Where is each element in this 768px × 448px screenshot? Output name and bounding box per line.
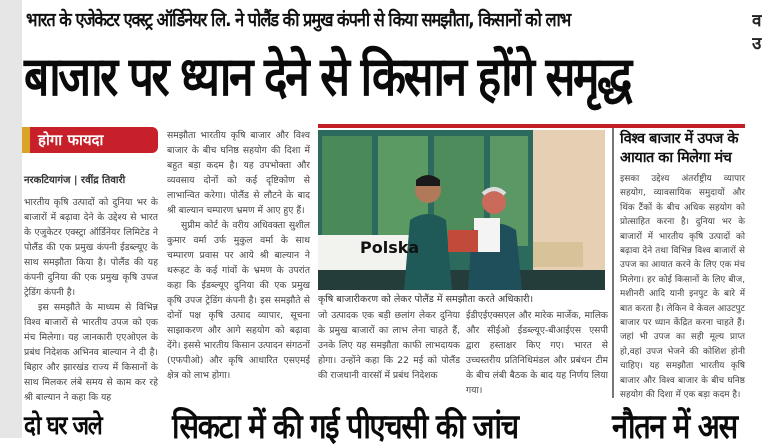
article-column-2 bbox=[167, 128, 310, 383]
bottom-headline-2: सिकटा में की गई पीएचसी की जांच bbox=[172, 407, 518, 447]
bottom-headline-1: दो घर जले bbox=[24, 411, 102, 441]
article-column-4 bbox=[466, 308, 608, 398]
paragraph: समझौता भारतीय कृषि बाजार और विश्व बाजार के बीच घनिष्ठ सहयोग की दिशा में बहुत बड़ा कदम है। यह उपभोक्ता और व्यवसाय दोनों को कई दृष्टिकोण से लाभान्वित करेगा। पोलैंड से लौटने के बाद श्री बाल्यान चम्पारण भ्रमण में आए हुए हैं। bbox=[167, 130, 310, 216]
sidebar-box bbox=[612, 128, 745, 401]
edge-text: उ bbox=[752, 34, 762, 54]
section-badge: होगा फायदा bbox=[22, 127, 158, 153]
article-column-1 bbox=[24, 195, 158, 405]
page-margin bbox=[0, 0, 22, 438]
adjacent-article-edge bbox=[752, 8, 768, 54]
paragraph: जो उत्पादक एक बड़ी छलांग लेकर दुनिया के प्रमुख बाजारों का लाभ लेना चाहते हैं, उनके लिए यह समझौता काफी लाभदायक होगा। उन्होंने कहा कि 22 मई को पोलैंड की राजधानी वारसॉ में प्रबंध निदेशक bbox=[318, 310, 460, 381]
news-photo bbox=[318, 130, 605, 290]
paragraph: भारतीय कृषि उत्पादों को दुनिया भर के बाजारों में बढ़ावा देने के उद्देश्य से भारत के एजुकेटर एक्स्ट्रा ऑर्डिनेयर लिमिटेड ने पोलैंड की एक प्रमुख कंपनी ईडब्ल्यूए के साथ समझौता किया है। पोलैंड की यह कंपनी दुनिया की एक प्रमुख कृषि उपज ट्रेडिंग कंपनी है। bbox=[24, 197, 158, 298]
photo-caption: कृषि बाजारीकरण को लेकर पोलैंड में समझौता करते अधिकारी। bbox=[318, 294, 534, 305]
edge-text: व bbox=[752, 11, 762, 31]
polska-sign: Polska bbox=[360, 238, 420, 257]
kicker-headline: भारत के एजेकेटर एक्स्ट्र ऑर्डिनेयर लि. ने पोलैंड की प्रमुख कंपनी से किया समझौता, किसानों को लाभ bbox=[26, 9, 571, 31]
paragraph: इसका उद्देश्य अंतर्राष्ट्रीय व्यापार सहयोग, व्यावसायिक समुदायों और थिंक टैंकों के बीच अधिक सहयोग को प्रोत्साहित करना है। दुनिया भर के बाजारों में भारतीय कृषि उत्पादों को बढ़ावा देने तथा विभिन्न विश्व बाजारों से उपज का आयात करने के लिए एक मंच मिलेगा। हर कोई किसानों के लिए बीज, मशीनरी आदि यानी इनपुट के बारे में बात करता है। लेकिन वे केवल आउटपुट बाजार पर ध्यान केंद्रित करना चाहते हैं। जहां भी उपज का सही मूल्य प्राप्त हो,वहां उपज भेजने की कोशिश होनी चाहिए। यह समझौता भारतीय कृषि बाजार और विश्व बाजार के बीच घनिष्ठ सहयोग की दिशा में एक बड़ा कदम है। bbox=[620, 174, 745, 401]
main-headline: बाजार पर ध्यान देने से किसान होंगे समृद्ध bbox=[24, 45, 630, 108]
paragraph: सुप्रीम कोर्ट के वरीय अधिवक्ता सुशील कुमार वर्मा उर्फ मुकुल वर्मा के साथ चम्पारण प्रवास पर आये श्री बाल्यान ने थरूहट के कई गांवों के भ्रमण के उपरांत कहा कि ईडब्ल्यूए दुनिया की एक प्रमुख कृषि उपज ट्रेडिंग कंपनी है। इस समझौते से दोनों पक्ष कृषि उत्पाद व्यापार, सूचना साझाकरण और आगे सहयोग को बढ़ावा देंगे। इससे भारतीय किसान उत्पादन संगठनों (एफपीओ) और कृषि आधारित एसएमई क्षेत्र को लाभ होगा। bbox=[167, 220, 310, 381]
bottom-headline-3: नौतन में अस bbox=[612, 407, 737, 447]
paragraph: ईडीएईएक्सएल और मारेक मार्जेक, मालिक और सीईओ ईडब्ल्यूए-बीआईएस एसपी द्वारा हस्ताक्षर किए गए। भारत से उच्चस्तरीय प्रतिनिधिमंडल और प्रबंधन टीम के बीच लंबी बैठक के बाद यह निर्णय लिया गया। bbox=[466, 310, 608, 396]
sidebar-title: विश्व बाजार में उपज के आयात का मिलेगा मंच bbox=[620, 131, 738, 166]
sidebar-body bbox=[620, 172, 745, 403]
byline: नरकटियागंज | रवींद्र तिवारी bbox=[24, 175, 126, 186]
paragraph: इस समझौते के माध्यम से विभिन्न विश्व बाजारों से भारतीय उपज को एक मंच मिलेगा। यह जानकारी एएओएल के प्रबंध निदेशक अभिनव बाल्यान ने दी है। बिहार और झारखंड राज्य में किसानों के साथ मिलकर लंबे समय से काम कर रहे श्री बाल्यान ने कहा कि यह bbox=[24, 302, 158, 403]
article-column-3 bbox=[318, 308, 460, 383]
photo-illustration bbox=[318, 130, 605, 290]
